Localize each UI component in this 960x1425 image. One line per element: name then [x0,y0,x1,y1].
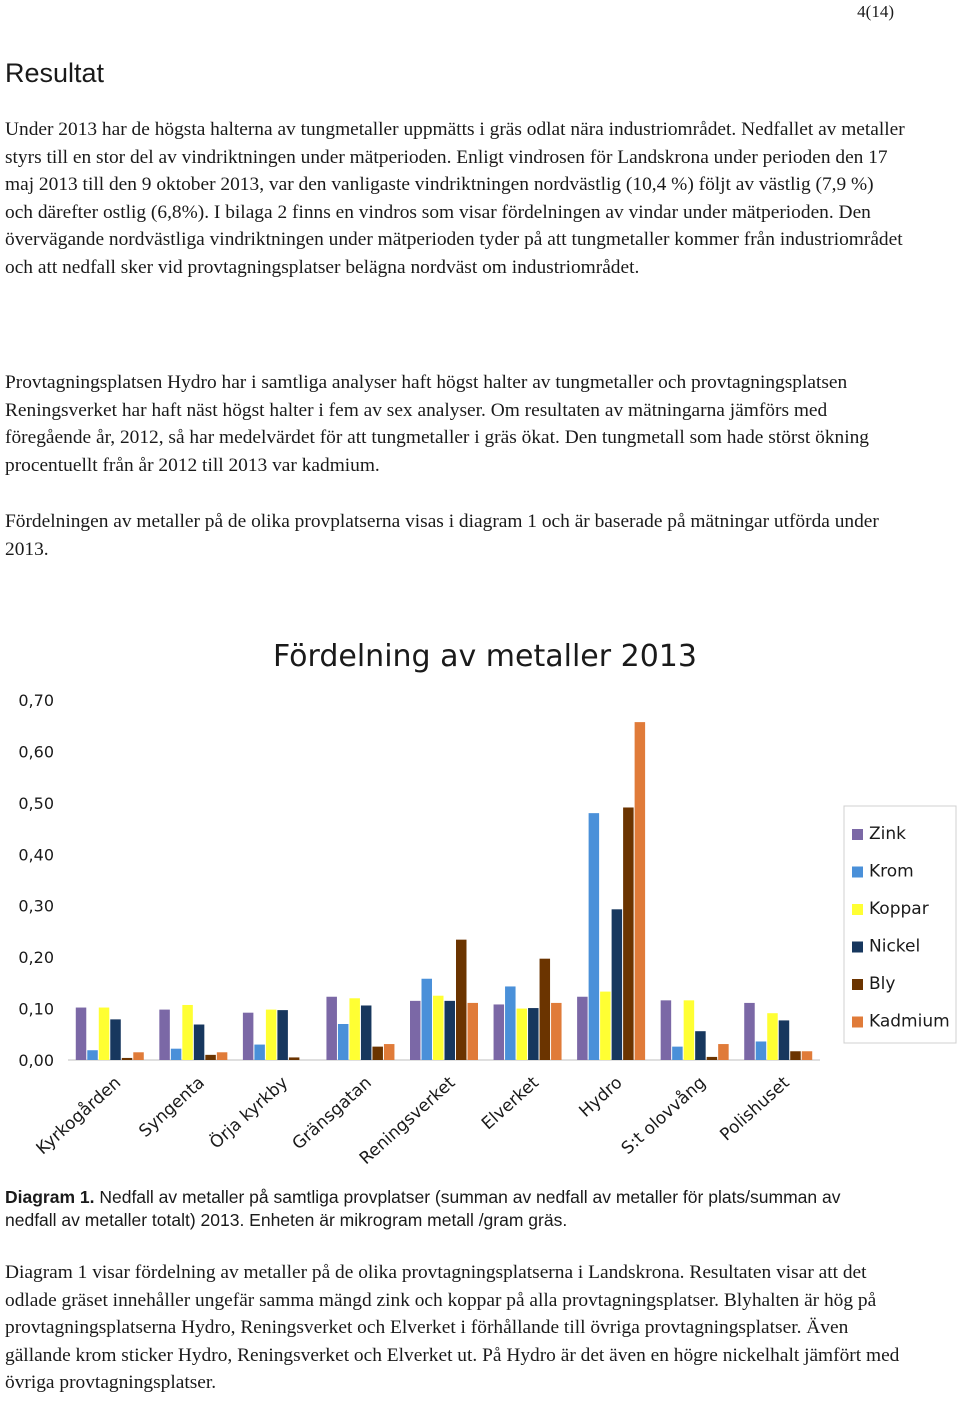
bar [182,1005,193,1060]
bar [243,1013,254,1060]
body-paragraph: Fördelningen av metaller på de olika provplatserna visas i diagram 1 och är baserade på mätningar utförda under 2013. [5,511,879,560]
y-tick-label: 0,00 [18,1051,54,1070]
bars [76,722,812,1060]
bar [254,1045,265,1060]
y-tick-label: 0,60 [18,742,54,762]
y-tick-label: 0,20 [18,948,54,968]
bar [76,1008,87,1060]
bar [133,1052,144,1060]
bar [372,1047,383,1060]
bar [266,1010,277,1060]
body-paragraph: Diagram 1 visar fördelning av metaller på de olika provtagningsplatserna i Landskrona. Resultaten visar att det odlade gräset innehåller ungefär samma mängd zink och koppar på alla provtagningsplatser. Blyhalten är hög på provtagningsplatserna Hydro, Reningsverket och Elverket i förhållande till övriga provtagningsplatser. Även gällande krom sticker Hydro, Reningsverket och Elverket ut. På Hydro är det även en högre nickelhalt jämfört med övriga provtagningsplatser. [5,1262,900,1393]
bar [277,1010,288,1060]
metal-distribution-chart [0,618,960,1178]
bar [445,1001,456,1060]
caption-text: Nedfall av metaller på samtliga provplatser (summan av nedfall av metaller för plats/summan av nedfall av metaller totalt) 2013. Enheten är mikrogram metall /gram gräs. [5,1187,841,1230]
y-tick-label: 0,10 [18,999,54,1019]
y-tick-label: 0,50 [18,793,54,813]
bar [802,1051,813,1060]
bar [122,1058,132,1060]
x-axis-labels [32,1071,794,1169]
bar [589,813,600,1060]
bar [779,1020,790,1060]
page-number: 4(14) [857,2,894,21]
bar [338,1024,349,1060]
legend-swatch [852,867,863,878]
legend-swatch [852,829,863,840]
bar [695,1031,706,1060]
bar [672,1047,683,1060]
y-tick-label: 0,30 [18,896,54,916]
legend-label: Kadmium [869,1011,950,1032]
bar [110,1019,121,1060]
x-tick-label: Kyrkogården [32,1072,126,1159]
bar [410,1001,421,1060]
bar [718,1044,729,1060]
x-tick-label: Reningsverket [355,1072,460,1169]
bar [159,1010,170,1060]
bar [205,1055,216,1060]
legend-swatch [852,942,863,953]
x-tick-label: Elverket [477,1072,543,1135]
bar [289,1057,300,1060]
bar [767,1013,778,1060]
bar [612,909,623,1060]
legend-label: Koppar [869,899,929,919]
bar [171,1049,182,1060]
bar [684,1000,695,1060]
bar [756,1041,767,1060]
bar [384,1044,395,1060]
body-paragraph: Under 2013 har de högsta halterna av tungmetaller uppmätts i gräs odlat nära industriområdet. Nedfallet av metaller styrs till en stor del av vindriktningen under mätperioden. Enligt vindrosen för Landskrona under perioden den 17 maj 2013 till den 9 oktober 2013, var den vanligaste vindriktningen nordvästlig (10,4 %) följt av västlig (7,9 %) och därefter ostlig (6,8%). I bilaga 2 finns en vindros som visar fördelningen av vindar under mätperioden. Den övervägande nordvästliga vindriktningen under mätperioden tyder på att tungmetaller kommer från industriområdet och att nedfall sker vid provtagningsplatser belägna nordväst om industriområdet. [5,119,905,278]
y-tick-label: 0,70 [18,691,54,710]
bar [528,1008,539,1060]
legend-label: Nickel [869,936,921,957]
y-tick-label: 0,40 [18,845,54,865]
bar [456,940,467,1060]
bar [494,1004,505,1060]
chart-legend [844,806,956,1043]
bar [99,1008,110,1060]
legend-label: Krom [869,861,914,882]
legend-swatch [852,979,863,990]
bar [87,1050,98,1060]
bar [217,1052,228,1060]
bar [551,1003,562,1060]
bar [744,1003,755,1060]
bar [661,1000,672,1060]
legend-swatch [852,1017,863,1028]
legend-label: Bly [869,974,896,994]
bar [790,1051,801,1060]
x-tick-label: Polishuset [716,1072,794,1146]
body-paragraph: Provtagningsplatsen Hydro har i samtliga analyser haft högst halter av tungmetaller och provtagningsplatsen Reningsverket har haft näst högst halter i fem av sex analyser. Om resultaten av mätningarna jämförs med föregående år, 2012, så har medelvärdet för att tungmetaller i gräs ökat. Den tungmetall som hade störst ökning procentuellt från år 2012 till 2013 var kadmium. [5,372,869,476]
x-tick-label: Syngenta [135,1072,209,1142]
x-tick-label: Örja kyrkby [206,1072,293,1154]
x-tick-label: Gränsgatan [288,1072,376,1155]
section-heading: Resultat [5,58,105,88]
bar [540,959,551,1060]
bar [505,986,516,1060]
bar [635,722,646,1060]
bar [194,1025,205,1060]
x-tick-label: Hydro [575,1072,627,1122]
bar [517,1009,528,1060]
caption-label: Diagram 1. [5,1187,95,1207]
bar [361,1005,372,1060]
figure-caption [5,1186,875,1232]
bar [623,807,634,1060]
bar [349,998,360,1060]
chart-title: Fördelning av metaller 2013 [273,639,697,674]
bar [422,979,433,1060]
bar [326,997,337,1060]
legend-swatch [852,904,863,915]
bar [468,1003,479,1060]
x-tick-label: S:t olovvång [617,1072,711,1159]
bar [577,997,588,1060]
bar [600,992,611,1060]
bar [707,1057,718,1060]
bar [433,996,444,1060]
legend-label: Zink [869,824,906,844]
